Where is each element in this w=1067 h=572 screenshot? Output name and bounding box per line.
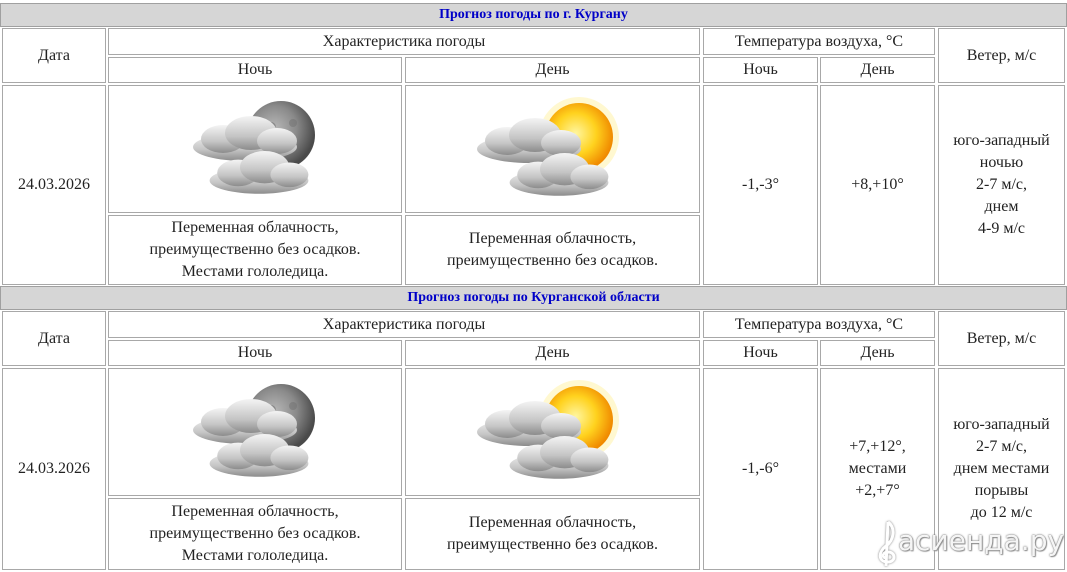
wind-value-line: до 12 м/с (970, 504, 1033, 521)
night-description-cell (108, 215, 402, 285)
night-description-line: Переменная облачность, (171, 219, 339, 236)
wind-header (938, 28, 1065, 83)
cloudy-day-sun-icon (473, 93, 633, 205)
night-description (150, 501, 361, 567)
temp-night-cell (703, 85, 818, 285)
weather-header (108, 28, 700, 55)
night-description-line: Местами гололедица. (181, 547, 329, 564)
day-description-cell (405, 498, 700, 570)
weather-header (108, 311, 700, 338)
weather-header-label: Характеристика погоды (322, 315, 486, 333)
day-description-line: преимущественно без осадков. (447, 536, 658, 553)
wind-value-line: порывы (974, 482, 1029, 499)
temp-night-header-label: Ночь (743, 61, 778, 78)
temp-day-header-label: День (860, 61, 895, 78)
day-description (447, 228, 658, 272)
wind-value-line: 4-9 м/с (978, 220, 1025, 237)
wind-value (953, 130, 1049, 240)
temperature-header (703, 28, 935, 55)
temp-day-header (820, 340, 935, 366)
wind-value-line: 2-7 м/с, (976, 176, 1027, 193)
temp-night-value-line: -1,-6° (741, 460, 780, 477)
watermark (868, 518, 1065, 568)
wind-header (938, 311, 1065, 366)
night-description-line: преимущественно без осадков. (149, 525, 361, 542)
forecast-date: 24.03.2026 (18, 460, 90, 477)
night-description (150, 217, 361, 283)
date-header (2, 28, 106, 83)
wind-value-line: днем местами (953, 460, 1050, 477)
night-icon-cell (108, 368, 402, 496)
temp-day-value-line: +7,+12°, (849, 438, 906, 455)
wind-value-line: юго-западный (953, 132, 1050, 149)
night-header (108, 57, 402, 83)
night-icon-cell (108, 85, 402, 213)
date-header-label: Дата (38, 46, 70, 64)
cloudy-night-moon-icon (185, 376, 325, 488)
wind-cell (938, 85, 1065, 285)
temp-night-header (703, 57, 818, 83)
day-description (447, 512, 658, 556)
section-title-bar (0, 286, 1067, 310)
night-description-cell (108, 498, 402, 570)
date-header (2, 311, 106, 366)
temp-day-header-label: День (860, 344, 895, 361)
cloudy-night-moon-icon (185, 93, 325, 205)
day-header (405, 57, 700, 83)
weather-header-label: Характеристика погоды (322, 32, 486, 50)
temp-day-cell (820, 85, 935, 285)
section-title: Прогноз погоды по Курганской области (407, 290, 660, 305)
wind-value-line: ночью (979, 154, 1024, 171)
wind-value-line: юго-западный (953, 416, 1050, 433)
forecast-section (0, 3, 1067, 286)
date-header-label: Дата (38, 329, 70, 347)
day-header-label: День (535, 344, 570, 361)
night-header (108, 340, 402, 366)
night-header-label: Ночь (237, 344, 273, 361)
day-icon-cell (405, 368, 700, 496)
temp-day-value-line: местами (848, 460, 907, 477)
day-description-line: преимущественно без осадков. (447, 252, 658, 269)
temp-night-header-label: Ночь (743, 344, 778, 361)
day-description-cell (405, 215, 700, 285)
temp-night-value (742, 458, 779, 480)
night-description-line: Местами гололедица. (181, 263, 329, 280)
temp-night-header (703, 340, 818, 366)
night-header-label: Ночь (237, 61, 273, 78)
temp-day-header (820, 57, 935, 83)
day-icon-cell (405, 85, 700, 213)
date-cell (2, 85, 106, 285)
forecast-date: 24.03.2026 (18, 176, 90, 193)
temp-night-cell (703, 368, 818, 570)
temp-night-value (742, 174, 779, 196)
day-header-label: День (535, 61, 570, 78)
watermark-text: асиенда.ру (898, 524, 1065, 557)
day-description-line: Переменная облачность, (468, 230, 637, 247)
wind-value (953, 414, 1049, 524)
temp-day-value-line: +2,+7° (855, 482, 900, 499)
temp-night-value-line: -1,-3° (741, 176, 780, 193)
temperature-header (703, 311, 935, 338)
day-header (405, 340, 700, 366)
date-cell (2, 368, 106, 570)
section-title: Прогноз погоды по г. Кургану (439, 7, 628, 22)
wind-value-line: 2-7 м/с, (976, 438, 1027, 455)
temp-day-value (849, 436, 907, 502)
temp-day-value (851, 174, 903, 196)
night-description-line: преимущественно без осадков. (149, 241, 361, 258)
wind-header-label: Ветер, м/с (966, 46, 1037, 64)
wind-header-label: Ветер, м/с (966, 329, 1037, 347)
temperature-header-label: Температура воздуха, °С (734, 315, 904, 333)
cloudy-day-sun-icon (473, 376, 633, 488)
temp-day-value-line: +8,+10° (851, 176, 904, 193)
day-description-line: Переменная облачность, (468, 514, 637, 531)
night-description-line: Переменная облачность, (171, 503, 339, 520)
section-title-bar (0, 3, 1067, 27)
temperature-header-label: Температура воздуха, °С (734, 32, 904, 50)
wind-value-line: днем (984, 198, 1019, 215)
